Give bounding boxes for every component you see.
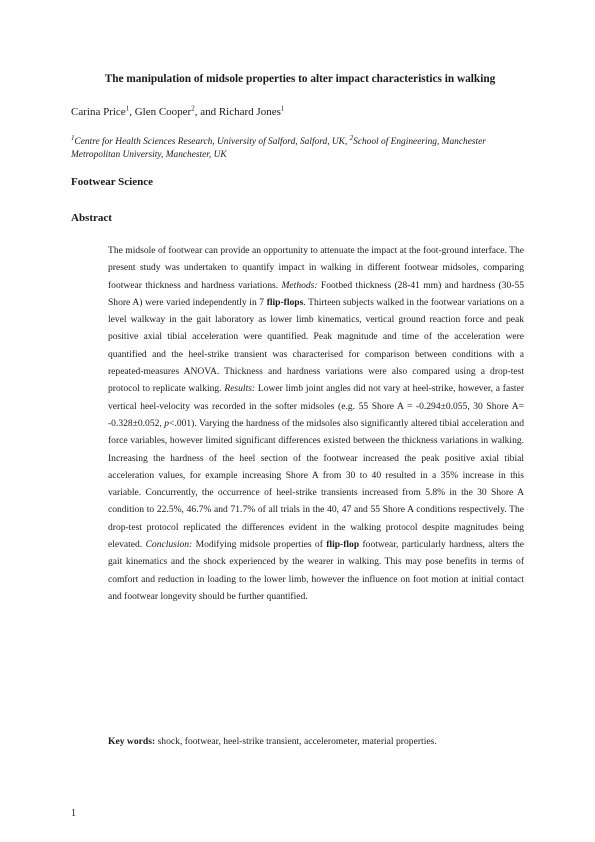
affiliation-text: School of Engineering, Manchester Metropolitan University, Manchester, UK [71, 137, 486, 160]
abstract-text: Modifying midsole properties of [192, 539, 327, 551]
highlighted-term: flip-flop [326, 539, 360, 551]
page-number: 1 [71, 808, 76, 819]
author-list [71, 105, 284, 119]
abstract-text: Lower limb joint angles did not vary at heel-strike, however, a faster vertical heel-velocity was recorded in the softer midsoles (e.g. 55 Shore A = -0.294±0.055, 30 Shore A= -0.328±0.052, [108, 383, 524, 429]
methods-label: Methods: [281, 279, 318, 291]
results-label: Results: [224, 383, 256, 395]
abstract-text: Footbed thickness (28-41 mm) and hardness (30-55 Shore A) were varied independently in 7 [108, 279, 525, 308]
affiliation-mark: 2 [349, 133, 354, 142]
abstract-text: . Thirteen subjects walked in the footwear variations on a level walkway in the gait laboratory as lower limb kinematics, vertical ground reaction force and peak positive axial tibial acceleration were quantified. Peak magnitude and time of the acceleration were quantified and the heel-strike transient was characterised for comparison between conditions with a repeated-measures ANOVA. Thickness and hardness variations were also compared using a drop-test protocol to replicate walking. [108, 296, 524, 395]
affiliation-mark: 1 [71, 133, 75, 142]
author-name: Glen Cooper [134, 106, 192, 118]
author-name: Richard Jones [218, 106, 281, 118]
author-affiliation-mark: 2 [191, 104, 195, 113]
author-affiliation-mark: 1 [280, 104, 285, 113]
abstract-body [108, 242, 524, 605]
highlighted-term: flip-flops [266, 296, 304, 308]
author-name: Carina Price [71, 106, 126, 118]
paper-title: The manipulation of midsole properties to alter impact characteristics in walking [104, 73, 496, 85]
affiliations [71, 133, 526, 162]
affiliation-text: Centre for Health Sciences Research, University of Salford, Salford, UK, [74, 137, 350, 147]
abstract-text: The midsole of footwear can provide an opportunity to attenuate the impact at the foot-ground interface. The present study was undertaken to quantify impact in walking in different footwear midsoles, comparing footwear thickness and hardness variations. [108, 245, 524, 291]
keywords [108, 735, 528, 749]
conclusion-label: Conclusion: [145, 539, 193, 551]
p-value-symbol: p [164, 417, 170, 429]
author-affiliation-mark: 1 [125, 104, 130, 113]
author-separator: , and [194, 106, 219, 118]
abstract-text: <.001). Varying the hardness of the midsoles also significantly altered tibial acceleration and force variables, however limited significant differences existed between the thickness variations in walking. Increasing the hardness of the heel section of the footwear increased the peak positive axial tibial acceleration values, for example increasing Shore A from 30 to 40 resulted in a 35% increase in this variable. Concurrently, the occurrence of heel-strike transients increased from 5.8% in the 30 Shore A condition to 22.5%, 46.7% and 71.7% of all trials in the 40, 47 and 55 Shore A conditions respectively. The drop-test protocol replicated the differences evident in the walking protocol despite magnitudes being elevated. [108, 417, 524, 551]
abstract-text: footwear, particularly hardness, alters the gait kinematics and the shock experienced by the wearer in walking. This may pose benefits in terms of comfort and reduction in loading to the lower limb, however the influence on foot motion at initial contact and footwear longevity should be further quantified. [108, 539, 525, 602]
author-separator: , [129, 106, 135, 118]
keywords-label: Key words: [108, 736, 156, 747]
journal-name: Footwear Science [71, 176, 153, 188]
abstract-heading: Abstract [71, 212, 112, 224]
keywords-list: shock, footwear, heel-strike transient, accelerometer, material properties. [155, 736, 437, 747]
